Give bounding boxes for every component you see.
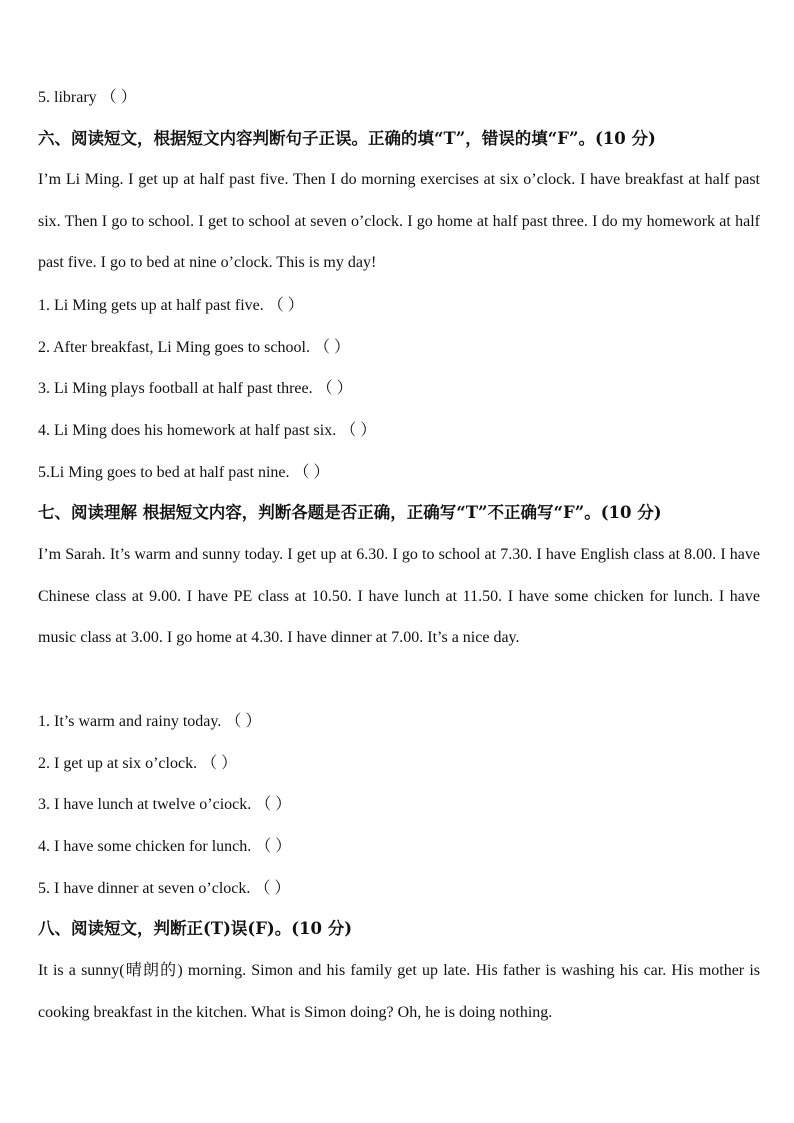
question-item: 1. It’s warm and rainy today. （ ）	[38, 713, 262, 730]
section-heading: 八、阅读短文，判断正(T)误(F)。(10 分)	[38, 919, 353, 938]
question-item: 1. Li Ming gets up at half past five. （ ）	[38, 297, 304, 314]
section-heading: 七、阅读理解 根据短文内容，判断各题是否正确，正确写“T”不正确写“F”。(10 分)	[38, 503, 662, 522]
question-item: 5.Li Ming goes to bed at half past nine. （ ）	[38, 464, 330, 481]
question-item: 4. I have some chicken for lunch. （ ）	[38, 838, 292, 855]
section-heading: 六、阅读短文，根据短文内容判断句子正误。正确的填“T”，错误的填“F”。(10 分)	[38, 129, 656, 148]
question-item: 3. Li Ming plays football at half past three. （ ）	[38, 380, 353, 397]
question-item: 3. I have lunch at twelve o’ciock. （ ）	[38, 796, 292, 813]
question-item: 5. I have dinner at seven o’clock. （ ）	[38, 880, 291, 897]
question-item: 4. Li Ming does his homework at half past six. （ ）	[38, 422, 377, 439]
question-item: 2. After breakfast, Li Ming goes to school. （ ）	[38, 339, 350, 356]
reading-passage: It is a sunny(晴朗的) morning. Simon and his family get up late. His father is washing his car. His mother is cooking breakfast in the kitchen. What is Simon doing? Oh, he is doing nothing.	[38, 962, 760, 1021]
question-item: 5. library （ ）	[38, 89, 137, 106]
reading-passage: I’m Li Ming. I get up at half past five. Then I do morning exercises at six o’clock. I have breakfast at half past six. Then I go to school. I get to school at seven o’clock. I go home at half past three. I do my homework at half past five. I go to bed at nine o’clock. This is my day!	[38, 171, 760, 272]
question-item: 2. I get up at six o’clock. （ ）	[38, 755, 238, 772]
reading-passage: I’m Sarah. It’s warm and sunny today. I get up at 6.30. I go to school at 7.30. I have English class at 8.00. I have Chinese class at 9.00. I have PE class at 10.50. I have lunch at 11.50. I have some chicken for lunch. I have music class at 3.00. I go home at 4.30. I have dinner at 7.00. It’s a nice day.	[38, 546, 760, 647]
